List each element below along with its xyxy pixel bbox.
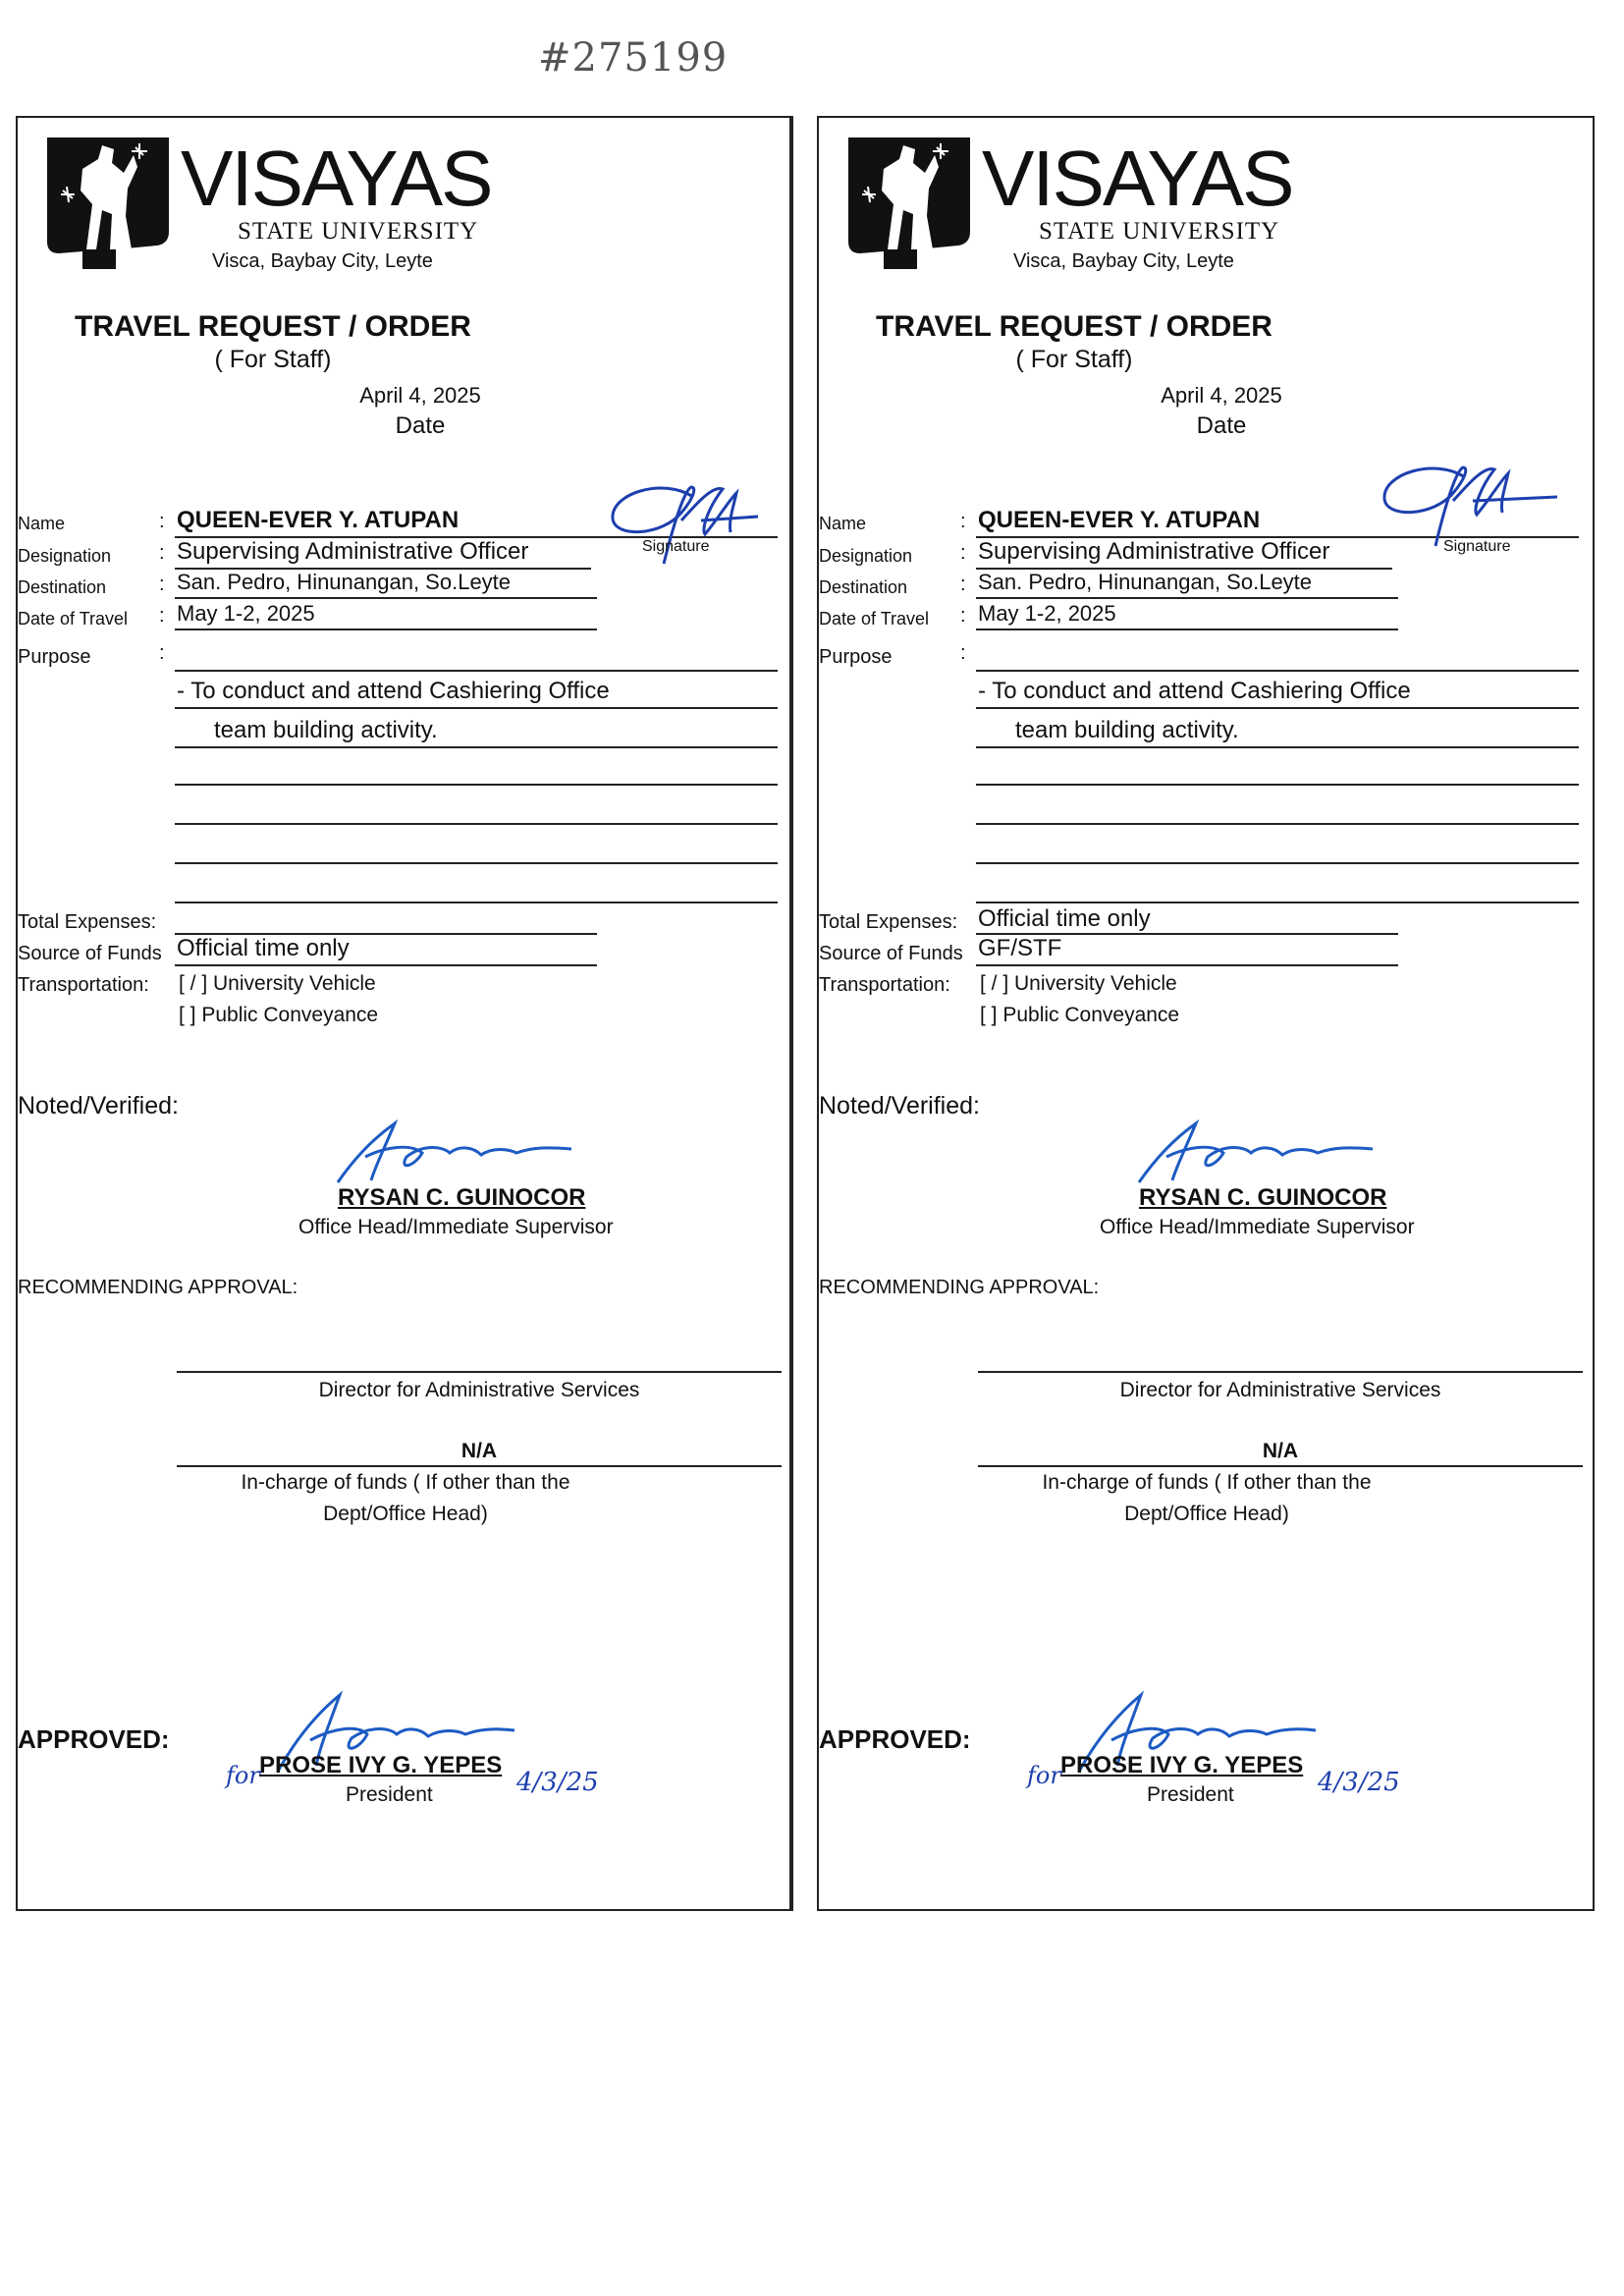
funds-role-line-1: In-charge of funds ( If other than the (241, 1471, 570, 1494)
purpose-line-1: - To conduct and attend Cashiering Office (978, 678, 1411, 704)
purpose-underline-6 (976, 902, 1579, 903)
colon: : (960, 574, 966, 595)
supervisor-signature-icon (316, 1118, 581, 1186)
total-expenses-value: Official time only (978, 905, 1151, 932)
president-role: President (346, 1783, 433, 1806)
approved-label: APPROVED: (18, 1724, 170, 1754)
funds-role-line-1: In-charge of funds ( If other than the (1042, 1471, 1372, 1494)
director-signature-line (177, 1371, 782, 1373)
date-of-travel-value: May 1-2, 2025 (177, 601, 315, 626)
total-expenses-label: Total Expenses: (18, 911, 157, 933)
form-subtitle: ( For Staff) (1015, 346, 1133, 373)
source-of-funds-underline (175, 964, 597, 966)
source-of-funds-label: Source of Funds (18, 943, 162, 964)
destination-underline (976, 597, 1398, 599)
transport-university-vehicle[interactable]: [ / ] University Vehicle (980, 972, 1177, 995)
purpose-line-2: team building activity. (1015, 717, 1239, 743)
university-name: VISAYAS (982, 135, 1293, 222)
president-name: PROSE IVY G. YEPES (259, 1752, 503, 1778)
purpose-underline-6 (175, 902, 778, 903)
transport-public-conveyance[interactable]: [ ] Public Conveyance (179, 1004, 379, 1026)
source-of-funds-label: Source of Funds (819, 943, 963, 964)
transportation-label: Transportation: (18, 974, 149, 996)
funds-role-line-2: Dept/Office Head) (323, 1503, 488, 1525)
colon: : (960, 511, 966, 532)
total-expenses-label: Total Expenses: (819, 911, 958, 933)
purpose-line-1: - To conduct and attend Cashiering Office (177, 678, 610, 704)
university-subname: STATE UNIVERSITY (238, 218, 479, 245)
university-address: Visca, Baybay City, Leyte (1013, 250, 1234, 272)
colon: : (159, 642, 165, 664)
transport-university-vehicle[interactable]: [ / ] University Vehicle (179, 972, 376, 995)
form-title: TRAVEL REQUEST / ORDER (75, 310, 471, 343)
director-role: Director for Administrative Services (1119, 1379, 1441, 1401)
date-of-travel-underline (976, 629, 1398, 630)
purpose-underline-1 (175, 707, 778, 709)
purpose-label: Purpose (819, 646, 893, 668)
date-of-travel-label: Date of Travel (819, 609, 930, 629)
handwritten-date: 4/3/25 (516, 1768, 599, 1797)
transport-public-conveyance[interactable]: [ ] Public Conveyance (980, 1004, 1180, 1026)
designation-value: Supervising Administrative Officer (177, 538, 529, 565)
designation-label: Designation (819, 546, 913, 566)
president-role: President (1147, 1783, 1234, 1806)
request-date: April 4, 2025 (1161, 383, 1282, 408)
purpose-underline-3 (175, 784, 778, 786)
recommending-approval-label: RECOMMENDING APPROVAL: (819, 1277, 1100, 1298)
handwritten-for: for (1027, 1762, 1061, 1789)
university-name: VISAYAS (181, 135, 492, 222)
date-of-travel-label: Date of Travel (18, 609, 129, 629)
supervisor-role: Office Head/Immediate Supervisor (298, 1216, 614, 1238)
colon: : (159, 542, 165, 564)
purpose-underline-1 (976, 707, 1579, 709)
colon: : (960, 542, 966, 564)
date-of-travel-value: May 1-2, 2025 (978, 601, 1116, 626)
date-label: Date (1196, 412, 1247, 439)
supervisor-name: RYSAN C. GUINOCOR (338, 1184, 586, 1211)
signature-label: Signature (642, 538, 710, 555)
approved-label: APPROVED: (819, 1724, 971, 1754)
colon: : (159, 605, 165, 627)
request-date: April 4, 2025 (359, 383, 481, 408)
name-label: Name (819, 514, 867, 533)
university-logo-icon (844, 134, 974, 271)
destination-label: Destination (18, 577, 107, 597)
funds-in-charge-value: N/A (1262, 1440, 1299, 1462)
travel-form-left (16, 116, 791, 1911)
university-address: Visca, Baybay City, Leyte (212, 250, 433, 272)
funds-signature-line (177, 1465, 782, 1467)
date-of-travel-underline (175, 629, 597, 630)
purpose-underline-5 (175, 862, 778, 864)
funds-role-line-2: Dept/Office Head) (1124, 1503, 1289, 1525)
purpose-underline-4 (976, 823, 1579, 825)
purpose-underline-3 (976, 784, 1579, 786)
applicant-signature-icon (1375, 458, 1561, 550)
purpose-underline-4 (175, 823, 778, 825)
purpose-underline-2 (976, 746, 1579, 748)
date-label: Date (395, 412, 446, 439)
control-number: #275199 (538, 35, 729, 81)
supervisor-name: RYSAN C. GUINOCOR (1139, 1184, 1387, 1211)
director-signature-line (978, 1371, 1583, 1373)
name-value: QUEEN-EVER Y. ATUPAN (978, 507, 1261, 533)
destination-value: San. Pedro, Hinunangan, So.Leyte (978, 570, 1313, 594)
university-logo-icon (43, 134, 173, 271)
form-subtitle: ( For Staff) (214, 346, 332, 373)
recommending-approval-label: RECOMMENDING APPROVAL: (18, 1277, 298, 1298)
handwritten-for: for (226, 1762, 260, 1789)
purpose-line-2: team building activity. (214, 717, 438, 743)
source-of-funds-value: GF/STF (978, 935, 1062, 961)
colon: : (159, 574, 165, 595)
destination-underline (175, 597, 597, 599)
funds-signature-line (978, 1465, 1583, 1467)
supervisor-signature-icon (1117, 1118, 1382, 1186)
purpose-label: Purpose (18, 646, 91, 668)
colon: : (960, 642, 966, 664)
colon: : (960, 605, 966, 627)
destination-value: San. Pedro, Hinunangan, So.Leyte (177, 570, 512, 594)
transportation-label: Transportation: (819, 974, 950, 996)
university-subname: STATE UNIVERSITY (1039, 218, 1280, 245)
name-label: Name (18, 514, 66, 533)
signature-label: Signature (1443, 538, 1511, 555)
purpose-underline-2 (175, 746, 778, 748)
president-name: PROSE IVY G. YEPES (1060, 1752, 1304, 1778)
colon: : (159, 511, 165, 532)
purpose-underline-0 (976, 670, 1579, 672)
noted-verified-label: Noted/Verified: (819, 1092, 980, 1120)
supervisor-role: Office Head/Immediate Supervisor (1100, 1216, 1415, 1238)
purpose-underline-5 (976, 862, 1579, 864)
designation-value: Supervising Administrative Officer (978, 538, 1330, 565)
noted-verified-label: Noted/Verified: (18, 1092, 179, 1120)
form-divider (791, 116, 817, 1911)
designation-label: Designation (18, 546, 112, 566)
source-of-funds-underline (976, 964, 1398, 966)
destination-label: Destination (819, 577, 908, 597)
director-role: Director for Administrative Services (318, 1379, 640, 1401)
form-title: TRAVEL REQUEST / ORDER (876, 310, 1272, 343)
handwritten-date: 4/3/25 (1318, 1768, 1400, 1797)
funds-in-charge-value: N/A (460, 1440, 498, 1462)
source-of-funds-value: Official time only (177, 935, 350, 961)
purpose-underline-0 (175, 670, 778, 672)
travel-form-right (817, 116, 1595, 1911)
name-value: QUEEN-EVER Y. ATUPAN (177, 507, 460, 533)
